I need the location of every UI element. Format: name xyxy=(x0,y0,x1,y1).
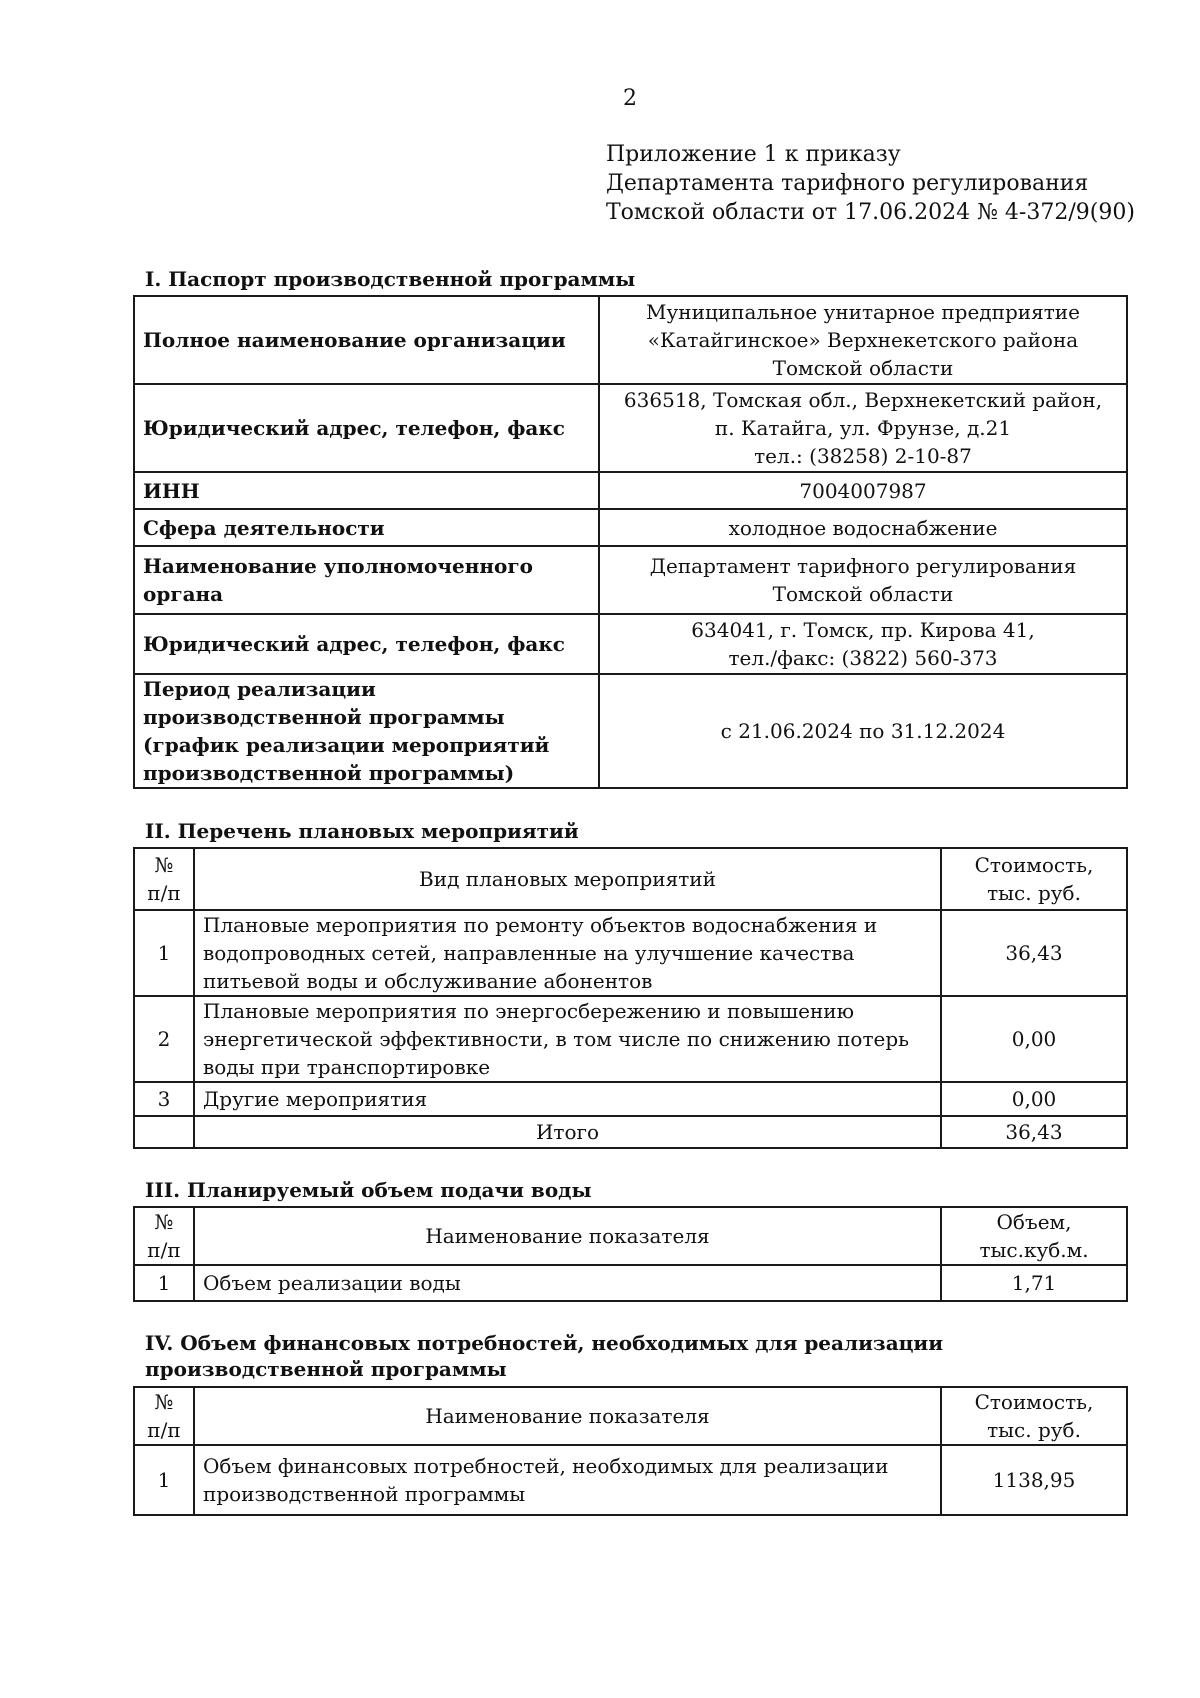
appendix-line: Департамента тарифного регулирования xyxy=(606,171,1089,196)
row-num: 1 xyxy=(134,1445,194,1515)
table-header-row xyxy=(134,848,1127,910)
table-row xyxy=(134,614,1127,674)
table-row xyxy=(134,296,1127,384)
header-name: Вид плановых мероприятий xyxy=(194,848,941,910)
table-row xyxy=(134,1445,1127,1515)
row-value: 7004007987 xyxy=(599,472,1127,509)
row-cost: 36,43 xyxy=(941,910,1127,996)
financial-needs-table xyxy=(133,1386,1128,1516)
table-row xyxy=(134,546,1127,614)
activities-table xyxy=(133,847,1128,1149)
table-header-row xyxy=(134,1387,1127,1445)
table-row xyxy=(134,674,1127,788)
table-row xyxy=(134,472,1127,509)
row-value: 634041, г. Томск, пр. Кирова 41, тел./факс: (3822) 560-373 xyxy=(599,614,1127,674)
header-name: Наименование показателя xyxy=(194,1387,941,1445)
row-num: 1 xyxy=(134,1265,194,1301)
row-cost: 0,00 xyxy=(941,1082,1127,1116)
row-value: 636518, Томская обл., Верхнекетский район, п. Катайга, ул. Фрунзе, д.21 тел.: (38258) 2-10-87 xyxy=(599,384,1127,472)
header-value: Объем, тыс.куб.м. xyxy=(941,1207,1127,1265)
header-cost: Стоимость, тыс. руб. xyxy=(941,848,1127,910)
row-num: 1 xyxy=(134,910,194,996)
section-2-title: II. Перечень плановых мероприятий xyxy=(145,819,579,843)
appendix-header xyxy=(606,140,1135,227)
row-value: 1,71 xyxy=(941,1265,1127,1301)
row-num: 2 xyxy=(134,996,194,1082)
table-row xyxy=(134,1082,1127,1116)
section-1-title: I. Паспорт производственной программы xyxy=(145,267,636,291)
table-row xyxy=(134,384,1127,472)
row-num: 3 xyxy=(134,1082,194,1116)
row-label: Полное наименование организации xyxy=(134,296,599,384)
page-number: 2 xyxy=(623,86,637,111)
row-label: Юридический адрес, телефон, факс xyxy=(134,384,599,472)
passport-table xyxy=(133,295,1128,789)
row-value: холодное водоснабжение xyxy=(599,509,1127,546)
row-value: Департамент тарифного регулирования Томской области xyxy=(599,546,1127,614)
row-value: с 21.06.2024 по 31.12.2024 xyxy=(599,674,1127,788)
row-name: Объем финансовых потребностей, необходимых для реализации производственной программы xyxy=(194,1445,941,1515)
row-label: Юридический адрес, телефон, факс xyxy=(134,614,599,674)
row-value: Муниципальное унитарное предприятие «Катайгинское» Верхнекетского района Томской области xyxy=(599,296,1127,384)
header-name: Наименование показателя xyxy=(194,1207,941,1265)
row-cost: 1138,95 xyxy=(941,1445,1127,1515)
section-4-title: IV. Объем финансовых потребностей, необходимых для реализации производственной программы xyxy=(145,1331,944,1381)
row-name: Объем реализации воды xyxy=(194,1265,941,1301)
total-value: 36,43 xyxy=(941,1116,1127,1148)
row-name: Плановые мероприятия по энергосбережению и повышению энергетической эффективности, в том числе по снижению потерь воды при транспортировке xyxy=(194,996,941,1082)
table-row xyxy=(134,509,1127,546)
row-name: Другие мероприятия xyxy=(194,1082,941,1116)
section-3-title: III. Планируемый объем подачи воды xyxy=(145,1178,592,1202)
total-label: Итого xyxy=(194,1116,941,1148)
table-header-row xyxy=(134,1207,1127,1265)
header-num: № п/п xyxy=(134,848,194,910)
header-num: № п/п xyxy=(134,1387,194,1445)
total-empty-cell xyxy=(134,1116,194,1148)
row-cost: 0,00 xyxy=(941,996,1127,1082)
row-name: Плановые мероприятия по ремонту объектов водоснабжения и водопроводных сетей, направленные на улучшение качества питьевой воды и обслуживание абонентов xyxy=(194,910,941,996)
header-cost: Стоимость, тыс. руб. xyxy=(941,1387,1127,1445)
row-label: ИНН xyxy=(134,472,599,509)
row-label: Наименование уполномоченного органа xyxy=(134,546,599,614)
table-row xyxy=(134,910,1127,996)
appendix-line: Томской области от 17.06.2024 № 4-372/9(90) xyxy=(606,200,1135,225)
header-num: № п/п xyxy=(134,1207,194,1265)
water-volume-table xyxy=(133,1206,1128,1302)
appendix-line: Приложение 1 к приказу xyxy=(606,142,901,167)
row-label: Сфера деятельности xyxy=(134,509,599,546)
row-label: Период реализации производственной программы (график реализации мероприятий производственной программы) xyxy=(134,674,599,788)
table-row xyxy=(134,1265,1127,1301)
table-row xyxy=(134,996,1127,1082)
table-total-row xyxy=(134,1116,1127,1148)
